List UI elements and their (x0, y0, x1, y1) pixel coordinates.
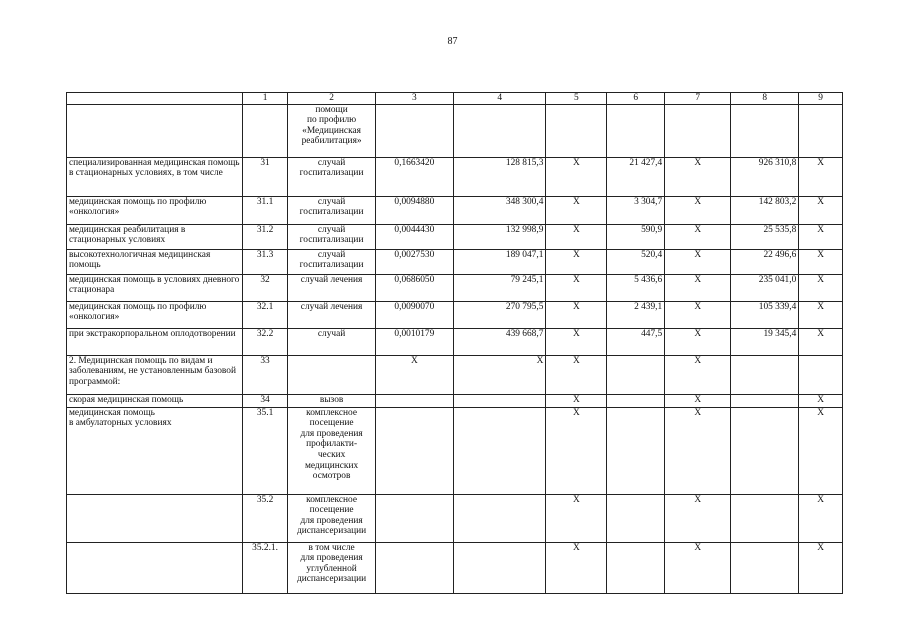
row-label: высокотехнологичная медицинская помощь (67, 249, 243, 274)
column-header: 7 (665, 93, 731, 105)
column-header: 2 (288, 93, 375, 105)
col6-value: 21 427,4 (607, 157, 665, 196)
unit-label: вызов (288, 394, 375, 407)
row-number (242, 104, 288, 157)
col6-value: 5 436,6 (607, 274, 665, 301)
col6-value (607, 407, 665, 494)
col4-value: 348 300,4 (453, 196, 545, 224)
col7-value: X (665, 274, 731, 301)
table-row (67, 542, 843, 593)
col5-value: X (546, 355, 607, 394)
row-number: 35.2.1. (242, 542, 288, 593)
unit-label: комплексное посещение для проведения диспансеризации (288, 494, 375, 542)
row-label: медицинская помощь в амбулаторных условиях (67, 407, 243, 494)
row-label (67, 494, 243, 542)
unit-label: случай госпитализации (288, 196, 375, 224)
unit-label: помощи по профилю «Медицинская реабилитация» (288, 104, 375, 157)
table-row (67, 224, 843, 249)
col8-value: 142 803,2 (731, 196, 799, 224)
col6-value: 2 439,1 (607, 301, 665, 328)
col3-value: 0,0027530 (375, 249, 453, 274)
col7-value: X (665, 196, 731, 224)
row-number: 34 (242, 394, 288, 407)
col9-value (799, 355, 843, 394)
col9-value: X (799, 328, 843, 355)
table-row (67, 274, 843, 301)
col3-value: 0,0686050 (375, 274, 453, 301)
col9-value: X (799, 224, 843, 249)
col6-value (607, 355, 665, 394)
table-row (67, 355, 843, 394)
column-header: 6 (607, 93, 665, 105)
column-header: 4 (453, 93, 545, 105)
column-header: 8 (731, 93, 799, 105)
col3-value (375, 494, 453, 542)
row-label (67, 104, 243, 157)
table-row (67, 196, 843, 224)
unit-label: случай (288, 328, 375, 355)
unit-label: случай лечения (288, 301, 375, 328)
table-row (67, 249, 843, 274)
col8-value: 19 345,4 (731, 328, 799, 355)
col5-value: X (546, 157, 607, 196)
col5-value: X (546, 407, 607, 494)
row-label: 2. Медицинская помощь по видам и заболеваниям, не установленным базовой программой: (67, 355, 243, 394)
row-label: специализированная медицинская помощь в стационарных условиях, в том числе (67, 157, 243, 196)
col7-value: X (665, 542, 731, 593)
col4-value: 132 998,9 (453, 224, 545, 249)
col3-value (375, 542, 453, 593)
unit-label: случай лечения (288, 274, 375, 301)
col8-value: 235 041,0 (731, 274, 799, 301)
column-header: 9 (799, 93, 843, 105)
unit-label: в том числе для проведения углубленной диспансеризации (288, 542, 375, 593)
col9-value: X (799, 157, 843, 196)
col4-value: 79 245,1 (453, 274, 545, 301)
col6-value: 3 304,7 (607, 196, 665, 224)
col6-value (607, 394, 665, 407)
tariff-table (66, 92, 843, 594)
col5-value (546, 104, 607, 157)
col8-value (731, 494, 799, 542)
col3-value (375, 104, 453, 157)
row-label: при экстракорпоральном оплодотворении (67, 328, 243, 355)
row-number: 31 (242, 157, 288, 196)
col8-value (731, 355, 799, 394)
col7-value: X (665, 224, 731, 249)
table-row (67, 157, 843, 196)
col9-value: X (799, 274, 843, 301)
table-row (67, 394, 843, 407)
col6-value (607, 494, 665, 542)
row-label: скорая медицинская помощь (67, 394, 243, 407)
col8-value: 105 339,4 (731, 301, 799, 328)
col5-value: X (546, 274, 607, 301)
unit-label (288, 355, 375, 394)
col6-value (607, 542, 665, 593)
row-label: медицинская помощь по профилю «онкология» (67, 196, 243, 224)
col4-value (453, 407, 545, 494)
row-label (67, 542, 243, 593)
col5-value: X (546, 196, 607, 224)
col3-value (375, 407, 453, 494)
col6-value: 447,5 (607, 328, 665, 355)
col3-value: X (375, 355, 453, 394)
col4-value (453, 542, 545, 593)
col8-value: 926 310,8 (731, 157, 799, 196)
col3-value (375, 394, 453, 407)
unit-label: случай госпитализации (288, 157, 375, 196)
col6-value (607, 104, 665, 157)
col4-value (453, 394, 545, 407)
table-row (67, 328, 843, 355)
col8-value (731, 104, 799, 157)
col8-value (731, 394, 799, 407)
col5-value: X (546, 542, 607, 593)
row-number: 32 (242, 274, 288, 301)
col8-value (731, 407, 799, 494)
col7-value: X (665, 157, 731, 196)
col9-value: X (799, 407, 843, 494)
row-number: 35.2 (242, 494, 288, 542)
row-number: 31.3 (242, 249, 288, 274)
col9-value: X (799, 196, 843, 224)
col4-value: 189 047,1 (453, 249, 545, 274)
col3-value: 0,1663420 (375, 157, 453, 196)
col9-value: X (799, 301, 843, 328)
row-number: 31.1 (242, 196, 288, 224)
col7-value (665, 104, 731, 157)
col8-value: 25 535,8 (731, 224, 799, 249)
col4-value (453, 104, 545, 157)
row-number: 32.2 (242, 328, 288, 355)
col5-value: X (546, 494, 607, 542)
unit-label: случай госпитализации (288, 249, 375, 274)
table-row (67, 407, 843, 494)
col9-value: X (799, 494, 843, 542)
col7-value: X (665, 328, 731, 355)
row-label: медицинская реабилитация в стационарных условиях (67, 224, 243, 249)
col7-value: X (665, 407, 731, 494)
column-number-row (67, 93, 843, 105)
col9-value: X (799, 249, 843, 274)
col3-value: 0,0090070 (375, 301, 453, 328)
col8-value: 22 496,6 (731, 249, 799, 274)
col7-value: X (665, 355, 731, 394)
col5-value: X (546, 224, 607, 249)
col8-value (731, 542, 799, 593)
col4-value: 439 668,7 (453, 328, 545, 355)
col9-value (799, 104, 843, 157)
col5-value: X (546, 394, 607, 407)
row-number: 32.1 (242, 301, 288, 328)
row-label: медицинская помощь по профилю «онкология» (67, 301, 243, 328)
row-number: 33 (242, 355, 288, 394)
unit-label: случай госпитализации (288, 224, 375, 249)
column-header: 3 (375, 93, 453, 105)
column-header: 5 (546, 93, 607, 105)
table-row (67, 301, 843, 328)
col5-value: X (546, 249, 607, 274)
col5-value: X (546, 328, 607, 355)
row-number: 35.1 (242, 407, 288, 494)
row-label: медицинская помощь в условиях дневного стационара (67, 274, 243, 301)
col5-value: X (546, 301, 607, 328)
col4-value: 128 815,3 (453, 157, 545, 196)
table-row (67, 494, 843, 542)
col9-value: X (799, 542, 843, 593)
col7-value: X (665, 249, 731, 274)
table-body (67, 104, 843, 593)
col3-value: 0,0010179 (375, 328, 453, 355)
col6-value: 520,4 (607, 249, 665, 274)
column-header (67, 93, 243, 105)
col4-value: X (453, 355, 545, 394)
column-header: 1 (242, 93, 288, 105)
col4-value: 270 795,5 (453, 301, 545, 328)
col6-value: 590,9 (607, 224, 665, 249)
col3-value: 0,0044430 (375, 224, 453, 249)
col9-value: X (799, 394, 843, 407)
col7-value: X (665, 494, 731, 542)
col7-value: X (665, 301, 731, 328)
unit-label: комплексное посещение для проведения профилакти- ческих медицинских осмотров (288, 407, 375, 494)
col7-value: X (665, 394, 731, 407)
page-number: 87 (447, 36, 458, 47)
col4-value (453, 494, 545, 542)
table-row (67, 104, 843, 157)
row-number: 31.2 (242, 224, 288, 249)
col3-value: 0,0094880 (375, 196, 453, 224)
